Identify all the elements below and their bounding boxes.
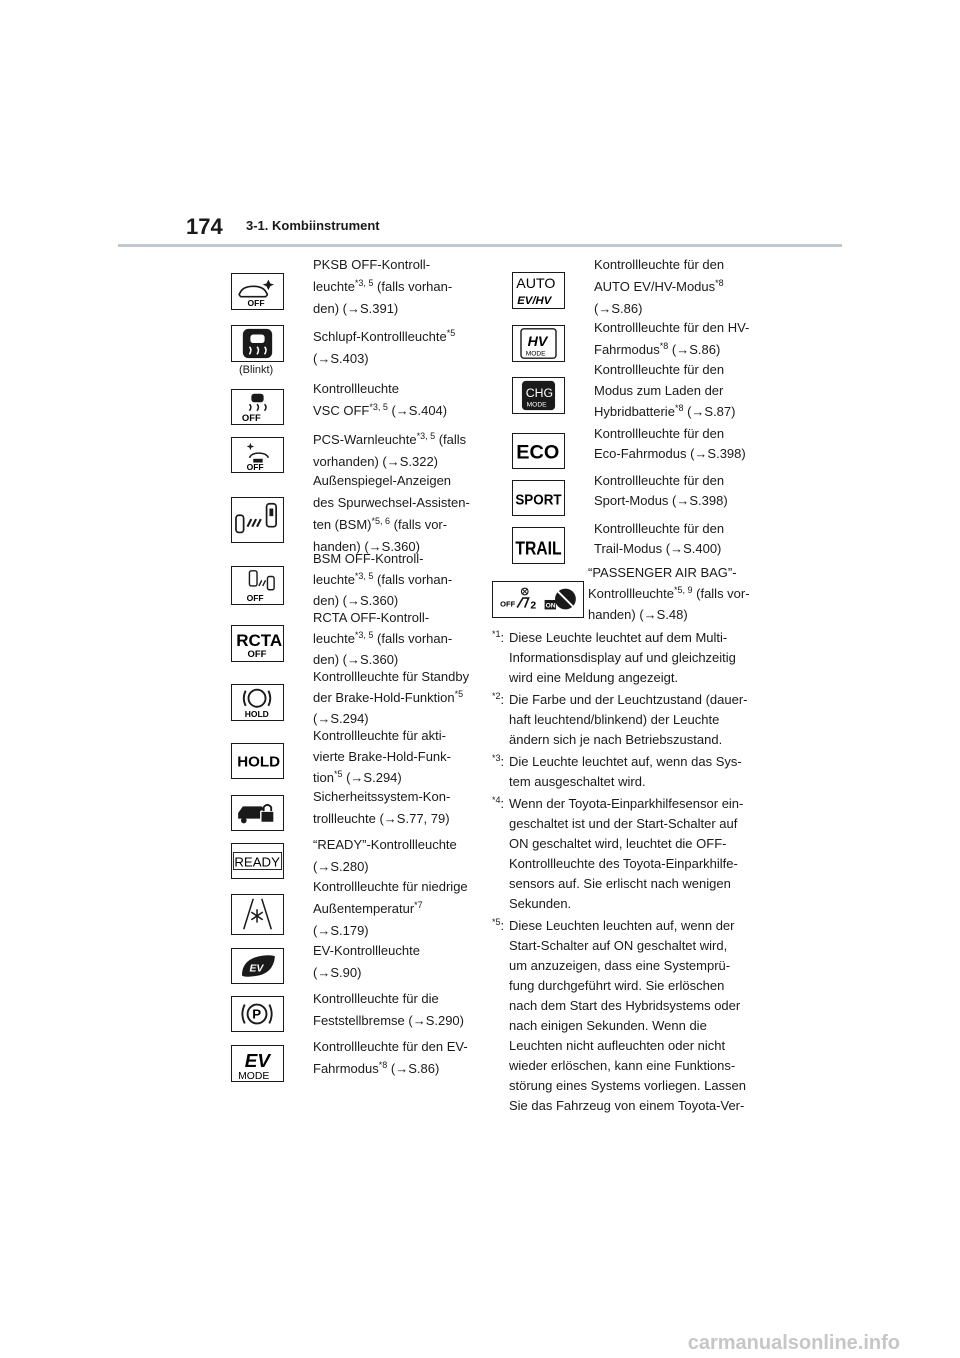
page-number: 174 (186, 214, 223, 239)
svg-text:OFF: OFF (247, 649, 267, 661)
slip-indicator-caption: (Blinkt) (239, 364, 274, 376)
header-rule (118, 244, 842, 247)
left-desc-8: Kontrollleuchte für akti- vierte Brake-Hold-Funk- tion$^{*5}$ (→S.294) (313, 728, 451, 785)
right-desc-5: Kontrollleuchte für den Trail-Modus (→S.400) (594, 521, 725, 556)
footnotes (492, 628, 762, 1116)
right-desc-4: Kontrollleuchte für den Sport-Modus (→S.398) (594, 473, 728, 508)
watermark: carmanualsonline.info (687, 1332, 900, 1354)
left-desc-2: Kontrollleuchte VSC OFF$^{*3, 5}$ (→S.404) (313, 381, 448, 418)
brake-hold-standby-icon (231, 684, 284, 721)
left-desc-6: RCTA OFF-Kontroll- leuchte$^{*3, 5}$ (falls vorhan- den) (→S.360) (313, 610, 453, 667)
left-desc-12: EV-Kontrollleuchte (→S.90) (313, 943, 420, 980)
left-desc-0: PKSB OFF-Kontroll- leuchte$^{*3, 5}$ (falls vorhan- den) (→S.391) (313, 257, 453, 316)
svg-text:HOLD: HOLD (244, 709, 269, 720)
svg-text:MODE: MODE (526, 401, 547, 409)
section-title: 3-1. Kombiinstrument (246, 218, 380, 233)
footnote-5: $^{*5}$: Diese Leuchten leuchten auf, wenn der Start-Schalter auf ON geschaltet wird, um anzuzeigen, dass eine Systemprü- fung durchgeführt wird. Sie erlöschen nach dem Start des Hybridsystems oder nach einigen Sekunden. Wenn die Leuchten nicht aufleuchten oder nicht wieder erlöschen, kann eine Funktions- störung eines Systems vorliegen. Lassen Sie das Fahrzeug von einem Toyota-Ver- (492, 917, 747, 1113)
chg-mode-icon (512, 377, 565, 414)
left-desc-10: “READY”-Kontrollleuchte (→S.280) (313, 837, 457, 874)
left-desc-4: Außenspiegel-Anzeigen des Spurwechsel-Assisten- ten (BSM)$^{*5, 6}$ (falls vor- handen) (→S.360) (313, 473, 470, 554)
svg-text:OFF: OFF (500, 599, 516, 609)
brake-hold-active-icon (231, 743, 284, 779)
left-desc-9: Sicherheitssystem-Kon- trollleuchte (→S.77, 79) (313, 789, 451, 826)
hv-mode-icon (512, 325, 565, 362)
pcs-warning-icon (231, 437, 284, 473)
left-desc-1: Schlupf-Kontrollleuchte$^{*5}$ (→S.403) (313, 328, 456, 366)
right-desc-6: “PASSENGER AIR BAG”- Kontrollleuchte$^{*5, 9}$ (falls vor- handen) (→S.48) (588, 565, 750, 622)
passenger-airbag-icon (492, 581, 584, 618)
right-desc-1: Kontrollleuchte für den HV- Fahrmodus$^{*8}$ (→S.86) (594, 320, 750, 357)
svg-text:MODE: MODE (238, 1071, 270, 1083)
bsm-off-icon (231, 566, 284, 605)
ready-indicator-icon (231, 843, 284, 879)
vsc-off-icon (231, 389, 284, 425)
svg-text:RCTA: RCTA (236, 630, 283, 650)
auto-ev-hv-icon (512, 272, 565, 309)
slip-indicator-icon (231, 325, 284, 362)
left-desc-3: PCS-Warnleuchte$^{*3, 5}$ (falls vorhanden) (→S.322) (313, 431, 467, 469)
right-desc-2: Kontrollleuchte für den Modus zum Laden der Hybridbatterie$^{*8}$ (→S.87) (594, 362, 736, 419)
left-desc-14: Kontrollleuchte für den EV- Fahrmodus$^{*8}$ (→S.86) (313, 1039, 468, 1076)
left-desc-11: Kontrollleuchte für niedrige Außentemperatur$^{*7}$ (→S.179) (313, 879, 468, 938)
ev-indicator-icon (231, 948, 284, 984)
footnote-1: $^{*1}$: Diese Leuchte leuchtet auf dem Multi- Informationsdisplay auf und gleichzeitig wird eine Meldung angezeigt. (492, 629, 736, 685)
svg-text:READY: READY (234, 854, 280, 870)
left-desc-5: BSM OFF-Kontroll- leuchte$^{*3, 5}$ (falls vorhan- den) (→S.360) (313, 551, 453, 608)
svg-text:EV: EV (249, 963, 264, 975)
svg-text:ON: ON (545, 602, 556, 610)
footnote-2: $^{*2}$: Die Farbe und der Leuchtzustand (dauer- haft leuchtend/blinkend) der Leuchte ändern sich je nach Betriebszustand. (492, 691, 748, 747)
svg-text:HV: HV (527, 333, 548, 350)
trail-mode-icon (512, 527, 565, 564)
right-desc-0: Kontrollleuchte für den AUTO EV/HV-Modus$^{*8}$ (→S.86) (594, 257, 725, 316)
svg-text:TRAIL: TRAIL (515, 538, 562, 560)
right-desc-3: Kontrollleuchte für den Eco-Fahrmodus (→S.398) (594, 426, 746, 461)
svg-text:OFF: OFF (246, 593, 264, 604)
svg-text:SPORT: SPORT (515, 491, 563, 509)
svg-text:MODE: MODE (525, 350, 546, 358)
eco-mode-icon (512, 433, 565, 469)
rcta-off-icon (231, 625, 284, 662)
ev-mode-icon (231, 1045, 284, 1082)
footnote-4: $^{*4}$: Wenn der Toyota-Einparkhilfesensor ein- geschaltet ist und der Start-Schalter auf ON geschaltet wird, leuchtet die OFF- Kontrollleuchte des Toyota-Einparkhilfe- sensors auf. Sie erlischt nach wenigen Sekunden. (492, 795, 744, 911)
bsm-mirror-indicator-icon (231, 497, 284, 543)
left-desc-7: Kontrollleuchte für Standby der Brake-Hold-Funktion$^{*5}$ (→S.294) (313, 669, 470, 726)
svg-text:HOLD: HOLD (237, 753, 281, 771)
svg-text:OFF: OFF (241, 413, 261, 425)
svg-text:CHG: CHG (525, 385, 554, 400)
pksb-off-icon (231, 273, 284, 310)
footnote-3: $^{*3}$: Die Leuchte leuchtet auf, wenn das Sys- tem ausgeschaltet wird. (492, 753, 742, 789)
svg-text:P: P (252, 1006, 262, 1022)
svg-text:OFF: OFF (246, 462, 264, 473)
security-system-icon (231, 795, 284, 831)
svg-text:EV/HV: EV/HV (517, 295, 552, 308)
svg-text:AUTO: AUTO (516, 276, 556, 293)
low-temperature-icon (231, 894, 284, 935)
svg-text:OFF: OFF (247, 298, 265, 309)
svg-text:ECO: ECO (516, 441, 560, 464)
left-desc-13: Kontrollleuchte für die Feststellbremse (→S.290) (313, 991, 464, 1028)
sport-mode-icon (512, 480, 565, 516)
svg-text:EV: EV (244, 1050, 270, 1072)
parking-brake-icon (231, 996, 284, 1032)
svg-text:2: 2 (530, 600, 537, 612)
